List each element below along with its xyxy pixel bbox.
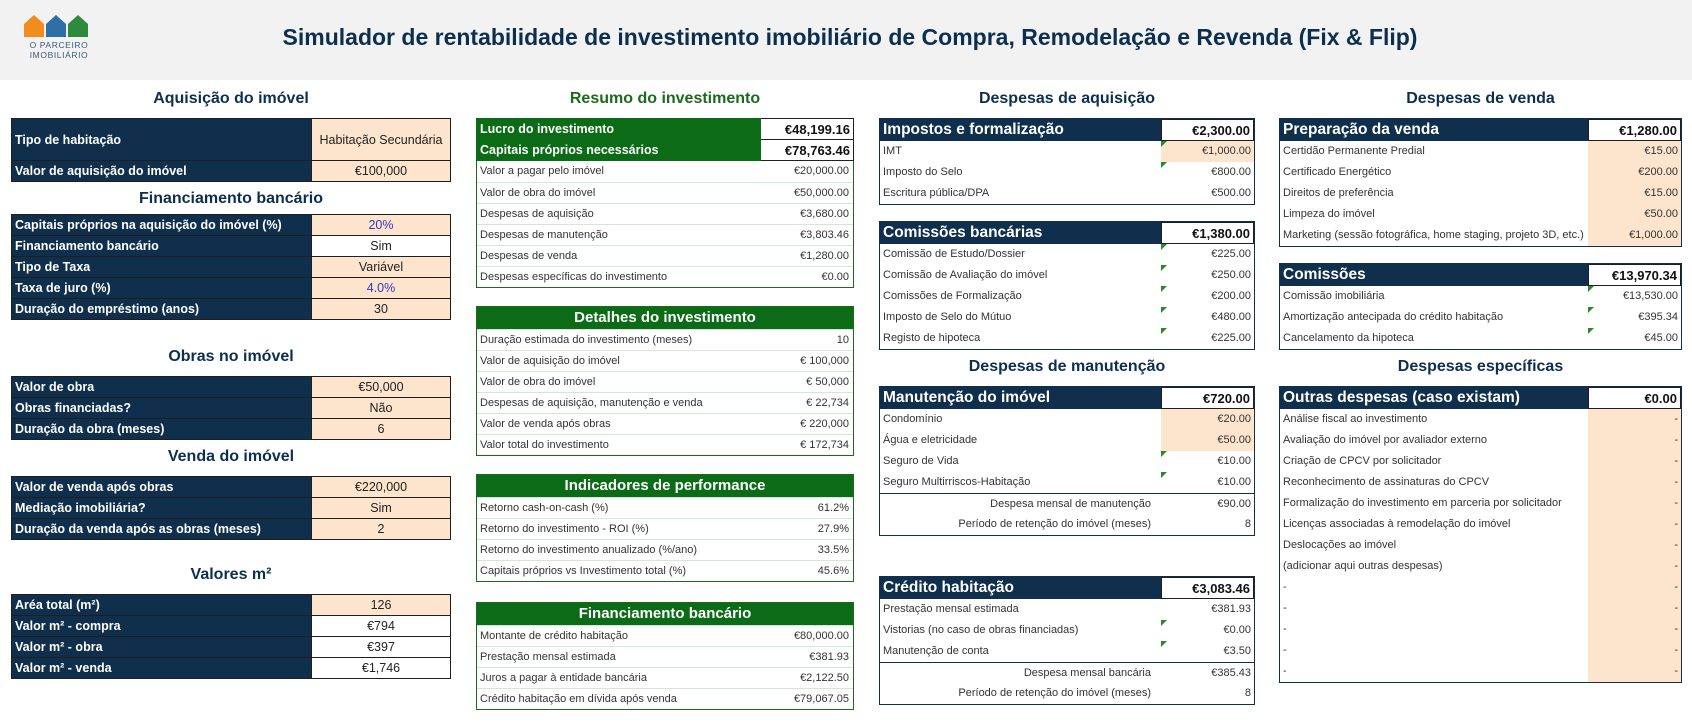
list-item xyxy=(880,514,1254,535)
duracao-emprestimo-label: Duração do empréstimo (anos) xyxy=(12,299,312,320)
row-value: € 100,000 xyxy=(800,355,849,367)
row-value: €250.00 xyxy=(1161,265,1254,286)
page-header xyxy=(0,0,1692,80)
lucro-value: €48,199.16 xyxy=(761,119,854,140)
list-item xyxy=(880,162,1254,183)
list-item xyxy=(1280,514,1681,535)
certificado-input[interactable]: €200.00 xyxy=(1588,162,1681,183)
manutencao-total: €720.00 xyxy=(1161,387,1254,409)
impostos-total: €2,300.00 xyxy=(1161,119,1254,141)
row-label: Comissão de Estudo/Dossier xyxy=(883,248,1025,260)
table-row xyxy=(12,519,451,540)
row-label: Seguro Multirriscos-Habitação xyxy=(883,476,1031,488)
list-item xyxy=(880,265,1254,286)
list-item xyxy=(880,683,1254,704)
row-label: - xyxy=(1283,665,1287,677)
logo-line1: O PARCEIRO xyxy=(29,40,89,50)
list-item xyxy=(477,434,853,455)
marketing-input[interactable]: €1,000.00 xyxy=(1588,225,1681,246)
row-label: - xyxy=(1283,581,1287,593)
list-item xyxy=(1280,535,1681,556)
list-item xyxy=(477,560,853,581)
row-value: Valor de obra do imóvel xyxy=(480,187,596,199)
row-value: €2,122.50 xyxy=(800,672,849,684)
row-value: Despesas de venda xyxy=(480,250,578,262)
credito-title: Crédito habitação xyxy=(880,577,1161,599)
valor-obra-label: Valor de obra xyxy=(12,377,312,398)
manutencao-title: Manutenção do imóvel xyxy=(880,387,1161,409)
list-item xyxy=(477,203,853,224)
credito-total: €3,083.46 xyxy=(1161,577,1254,599)
row-label: Limpeza do imóvel xyxy=(1283,208,1375,220)
valor-m2-venda-value: €1,746 xyxy=(312,658,451,679)
desp-venda-title: Despesas de venda xyxy=(1406,90,1555,107)
row-label: Imposto do Selo xyxy=(883,166,963,178)
box-header xyxy=(880,387,1254,409)
box-header xyxy=(880,119,1254,141)
row-label: Avaliação do imóvel por avaliador externo xyxy=(1283,434,1488,446)
list-item xyxy=(880,641,1254,662)
row-label: Período de retenção do imóvel (meses) xyxy=(958,518,1151,530)
table-row xyxy=(12,377,451,398)
table-row xyxy=(477,119,854,140)
row-value[interactable]: - xyxy=(1588,577,1681,598)
list-item xyxy=(1280,493,1681,514)
tipo-habitacao-select[interactable]: Habitação Secundária xyxy=(312,119,451,161)
list-item xyxy=(1280,661,1681,682)
row-value: 8 xyxy=(1244,518,1251,530)
row-value: € 172,734 xyxy=(800,439,849,451)
row-value: €225.00 xyxy=(1161,244,1254,265)
valores-m2-title: Valores m² xyxy=(190,566,272,583)
comissoes-venda-box xyxy=(1279,263,1682,350)
outras-title: Outras despesas (caso existam) xyxy=(1280,387,1588,409)
row-value: Retorno do investimento anualizado (%/ano) xyxy=(480,544,698,556)
row-label: Período de retenção do imóvel (meses) xyxy=(958,687,1151,699)
list-item xyxy=(477,667,853,688)
list-item xyxy=(477,646,853,667)
preparacao-total: €1,280.00 xyxy=(1588,119,1681,141)
row-value: €90.00 xyxy=(1217,498,1251,510)
list-item xyxy=(880,286,1254,307)
desp-manutencao-title: Despesas de manutenção xyxy=(968,358,1166,375)
tipo-taxa-label: Tipo de Taxa xyxy=(12,257,312,278)
venda-title: Venda do imóvel xyxy=(167,448,295,465)
capitais-proprios-input[interactable]: 20% xyxy=(312,215,451,236)
row-value: Valor de venda após obras xyxy=(480,418,611,430)
row-value: €480.00 xyxy=(1161,307,1254,328)
taxa-juro-input[interactable]: 4.0% xyxy=(312,278,451,299)
row-value: Retorno do investimento - ROI (%) xyxy=(480,523,649,535)
list-item xyxy=(1280,598,1681,619)
valor-m2-venda-label: Valor m² - venda xyxy=(12,658,312,679)
inputs-column xyxy=(11,88,451,679)
row-value: €80,000.00 xyxy=(793,630,849,642)
list-item xyxy=(477,161,853,182)
aquisicao-table xyxy=(11,118,451,182)
list-item xyxy=(477,245,853,266)
row-value: Despesas de manutenção xyxy=(480,229,608,241)
area-total-label: Aréa total (m²) xyxy=(12,595,312,616)
detalhes-title: Detalhes do investimento xyxy=(477,307,853,329)
detalhes-box xyxy=(476,306,854,456)
row-label: (adicionar aqui outras despesas) xyxy=(1283,560,1443,572)
obras-financiadas-label: Obras financiadas? xyxy=(12,398,312,419)
row-label: Amortização antecipada do crédito habitação xyxy=(1283,311,1504,323)
row-value: €500.00 xyxy=(1211,187,1251,199)
row-label: Comissão de Avaliação do imóvel xyxy=(883,269,1048,281)
imt-input[interactable]: €1,000.00 xyxy=(1161,141,1254,162)
valor-venda-input[interactable]: €220,000 xyxy=(312,477,451,498)
impostos-box xyxy=(879,118,1255,205)
table-row xyxy=(12,236,451,257)
row-value: €395.34 xyxy=(1588,307,1681,328)
row-value: Valor de aquisição do imóvel xyxy=(480,355,620,367)
row-label: Deslocações ao imóvel xyxy=(1283,539,1397,551)
row-label: Análise fiscal ao investimento xyxy=(1283,413,1428,425)
row-value: 45.6% xyxy=(817,565,849,577)
outras-total: €0.00 xyxy=(1588,387,1681,409)
list-item xyxy=(1280,640,1681,661)
mediacao-label: Mediação imobiliária? xyxy=(12,498,312,519)
list-item xyxy=(477,224,853,245)
desp-aquisicao-title: Despesas de aquisição xyxy=(978,90,1156,107)
row-value[interactable]: - xyxy=(1588,640,1681,661)
comissoes-bancarias-total: €1,380.00 xyxy=(1161,222,1254,244)
comissoes-venda-total: €13,970.34 xyxy=(1588,264,1681,286)
row-value: €225.00 xyxy=(1161,328,1254,349)
row-label: Formalização do investimento em parceria por solicitador xyxy=(1283,497,1562,509)
row-label: Imposto de Selo do Mútuo xyxy=(883,311,1012,323)
row-value[interactable]: - xyxy=(1588,430,1681,451)
row-label: Prestação mensal estimada xyxy=(883,603,1019,615)
list-item xyxy=(1280,286,1681,307)
outras-box xyxy=(1279,386,1682,683)
desp-especificas-title: Despesas específicas xyxy=(1397,358,1564,375)
list-item xyxy=(477,350,853,371)
row-value[interactable]: - xyxy=(1588,472,1681,493)
list-item xyxy=(477,497,853,518)
valor-aquisicao-label: Valor de aquisição do imóvel xyxy=(12,161,312,182)
comissoes-bancarias-box xyxy=(879,221,1255,350)
box-header xyxy=(1280,387,1681,409)
obras-financiadas-select[interactable]: Não xyxy=(312,398,451,419)
row-value[interactable]: - xyxy=(1588,598,1681,619)
venda-table xyxy=(11,476,451,540)
summary-column xyxy=(476,88,854,710)
row-label: Registo de hipoteca xyxy=(883,332,981,344)
list-item xyxy=(1280,472,1681,493)
row-value: Retorno cash-on-cash (%) xyxy=(480,502,609,514)
row-value: €20,000.00 xyxy=(793,165,849,177)
mediacao-select[interactable]: Sim xyxy=(312,498,451,519)
row-label: Cancelamento da hipoteca xyxy=(1283,332,1414,344)
resumo-title: Resumo do investimento xyxy=(569,90,761,107)
list-item xyxy=(880,430,1254,451)
list-item xyxy=(1280,409,1681,430)
table-row xyxy=(12,299,451,320)
certidao-input[interactable]: €15.00 xyxy=(1588,141,1681,162)
table-row xyxy=(12,257,451,278)
row-value: 8 xyxy=(1244,687,1251,699)
list-item xyxy=(477,182,853,203)
list-item xyxy=(880,141,1254,162)
row-value: €3.50 xyxy=(1161,641,1254,662)
aquisicao-title: Aquisição do imóvel xyxy=(153,90,309,107)
table-row xyxy=(12,278,451,299)
table-row xyxy=(12,477,451,498)
row-value: € 22,734 xyxy=(806,397,849,409)
duracao-venda-label: Duração da venda após as obras (meses) xyxy=(12,519,312,540)
row-label: Direitos de preferência xyxy=(1283,187,1394,199)
list-item xyxy=(880,472,1254,493)
row-value: €0.00 xyxy=(821,271,849,283)
valor-m2-compra-value: €794 xyxy=(312,616,451,637)
table-row xyxy=(12,595,451,616)
acquisition-maintenance-column xyxy=(879,88,1255,705)
page-title: Simulador de rentabilidade de investimento imobiliário de Compra, Remodelação e Revenda (Fix & Flip) xyxy=(282,24,1418,50)
row-value: 27.9% xyxy=(817,523,849,535)
row-label: - xyxy=(1283,602,1287,614)
list-item xyxy=(1280,183,1681,204)
list-item xyxy=(880,244,1254,265)
row-label: Licenças associadas à remodelação do imóvel xyxy=(1283,518,1511,530)
capitais-necessarios-value: €78,763.46 xyxy=(761,140,854,161)
list-item xyxy=(880,599,1254,620)
list-item xyxy=(880,493,1254,514)
fin-bancario-title: Financiamento bancário xyxy=(477,603,853,625)
row-label: Vistorias (no caso de obras financiadas) xyxy=(883,624,1079,636)
list-item xyxy=(880,307,1254,328)
area-total-input[interactable]: 126 xyxy=(312,595,451,616)
row-label: Criação de CPCV por solicitador xyxy=(1283,455,1442,467)
resumo-box xyxy=(476,161,854,288)
row-value: Prestação mensal estimada xyxy=(480,651,616,663)
row-value: Crédito habitação em dívida após venda xyxy=(480,693,677,705)
list-item xyxy=(880,328,1254,349)
list-item xyxy=(880,409,1254,430)
table-row xyxy=(12,398,451,419)
row-label: Despesa mensal de manutenção xyxy=(990,498,1151,510)
financiamento-title: Financiamento bancário xyxy=(138,190,324,207)
list-item xyxy=(477,518,853,539)
row-value[interactable]: - xyxy=(1588,409,1681,430)
row-label: Reconhecimento de assinaturas do CPCV xyxy=(1283,476,1490,488)
list-item xyxy=(477,688,853,709)
list-item xyxy=(1280,307,1681,328)
financiamento-table xyxy=(11,214,451,320)
row-label: Certidão Permanente Predial xyxy=(1283,145,1425,157)
preparacao-title: Preparação da venda xyxy=(1280,119,1588,141)
row-value[interactable]: - xyxy=(1588,451,1681,472)
row-label: Comissões de Formalização xyxy=(883,290,1022,302)
row-value: Despesas de aquisição xyxy=(480,208,594,220)
row-value: Capitais próprios vs Investimento total (%) xyxy=(480,565,687,577)
table-row xyxy=(12,161,451,182)
row-value: €10.00 xyxy=(1161,451,1254,472)
tipo-habitacao-label: Tipo de habitação xyxy=(12,119,312,161)
list-item xyxy=(1280,141,1681,162)
list-item xyxy=(1280,577,1681,598)
row-value[interactable]: - xyxy=(1588,535,1681,556)
tipo-taxa-select[interactable]: Variável xyxy=(312,257,451,278)
row-value: €381.93 xyxy=(809,651,849,663)
row-label: Escritura pública/DPA xyxy=(883,187,990,199)
impostos-title: Impostos e formalização xyxy=(880,119,1161,141)
table-row xyxy=(12,616,451,637)
valor-m2-compra-label: Valor m² - compra xyxy=(12,616,312,637)
row-label: Água e eletricidade xyxy=(883,434,978,446)
row-label: Condomínio xyxy=(883,413,943,425)
valor-venda-label: Valor de venda após obras xyxy=(12,477,312,498)
taxa-juro-label: Taxa de juro (%) xyxy=(12,278,312,299)
duracao-emprestimo-input[interactable]: 30 xyxy=(312,299,451,320)
row-value: Valor de obra do imóvel xyxy=(480,376,596,388)
list-item xyxy=(880,620,1254,641)
row-value[interactable]: - xyxy=(1588,661,1681,682)
table-row xyxy=(477,140,854,161)
table-row xyxy=(12,119,451,161)
resumo-top-table xyxy=(476,118,854,161)
row-value: €800.00 xyxy=(1161,162,1254,183)
limpeza-input[interactable]: €50.00 xyxy=(1588,204,1681,225)
row-value: €0.00 xyxy=(1161,620,1254,641)
condominio-input[interactable]: €20.00 xyxy=(1161,409,1254,430)
capitais-proprios-label: Capitais próprios na aquisição do imóvel (%) xyxy=(12,215,312,236)
box-header xyxy=(880,577,1254,599)
row-value: €79,067.05 xyxy=(793,693,849,705)
table-row xyxy=(12,215,451,236)
row-value: €385.43 xyxy=(1211,667,1251,679)
list-item xyxy=(880,662,1254,683)
list-item xyxy=(477,329,853,350)
valor-m2-obra-label: Valor m² - obra xyxy=(12,637,312,658)
row-label: Marketing (sessão fotográfica, home staging, projeto 3D, etc.) xyxy=(1283,229,1584,241)
row-label: Manutenção de conta xyxy=(883,645,989,657)
list-item xyxy=(1280,556,1681,577)
duracao-venda-input[interactable]: 2 xyxy=(312,519,451,540)
list-item xyxy=(1280,328,1681,349)
row-value: Duração estimada do investimento (meses) xyxy=(480,334,693,346)
company-logo xyxy=(24,14,104,64)
row-label: Comissão imobiliária xyxy=(1283,290,1385,302)
row-value: 61.2% xyxy=(817,502,849,514)
row-value[interactable]: - xyxy=(1588,619,1681,640)
capitais-necessarios-label: Capitais próprios necessários xyxy=(477,140,761,161)
row-value[interactable]: - xyxy=(1588,514,1681,535)
list-item xyxy=(477,413,853,434)
houses-icon xyxy=(24,14,94,38)
row-value: Montante de crédito habitação xyxy=(480,630,628,642)
row-value: €200.00 xyxy=(1161,286,1254,307)
row-value: Despesas de aquisição, manutenção e venda xyxy=(480,397,703,409)
row-value: Despesas específicas do investimento xyxy=(480,271,668,283)
direitos-input[interactable]: €15.00 xyxy=(1588,183,1681,204)
valores-m2-table xyxy=(11,594,451,679)
list-item xyxy=(1280,225,1681,246)
box-header xyxy=(880,222,1254,244)
row-label: - xyxy=(1283,644,1287,656)
row-value: 33.5% xyxy=(817,544,849,556)
fin-bancario-box xyxy=(476,602,854,710)
financiamento-label: Financiamento bancário xyxy=(12,236,312,257)
credito-box xyxy=(879,576,1255,705)
list-item xyxy=(1280,619,1681,640)
indicadores-title: Indicadores de performance xyxy=(477,475,853,497)
agua-input[interactable]: €50.00 xyxy=(1161,430,1254,451)
sale-specific-column xyxy=(1279,88,1682,683)
row-value: €10.00 xyxy=(1161,472,1254,493)
row-value: €45.00 xyxy=(1588,328,1681,349)
table-row xyxy=(12,637,451,658)
list-item xyxy=(880,451,1254,472)
lucro-label: Lucro do investimento xyxy=(477,119,761,140)
valor-m2-obra-value: €397 xyxy=(312,637,451,658)
list-item xyxy=(1280,204,1681,225)
list-item xyxy=(880,183,1254,204)
duracao-obra-input[interactable]: 6 xyxy=(312,419,451,440)
valor-obra-input[interactable]: €50,000 xyxy=(312,377,451,398)
list-item xyxy=(477,625,853,646)
row-label: - xyxy=(1283,623,1287,635)
table-row xyxy=(12,419,451,440)
row-value: €381.93 xyxy=(1211,603,1251,615)
list-item xyxy=(477,266,853,287)
comissoes-venda-title: Comissões xyxy=(1280,264,1588,286)
row-value: €13,530.00 xyxy=(1588,286,1681,307)
row-value: € 220,000 xyxy=(800,418,849,430)
list-item xyxy=(1280,162,1681,183)
row-value: Valor a pagar pelo imóvel xyxy=(480,165,604,177)
valor-aquisicao-input[interactable]: €100,000 xyxy=(312,161,451,182)
row-value: € 50,000 xyxy=(806,376,849,388)
duracao-obra-label: Duração da obra (meses) xyxy=(12,419,312,440)
row-label: Seguro de Vida xyxy=(883,455,959,467)
manutencao-box xyxy=(879,386,1255,536)
row-value: €50,000.00 xyxy=(793,187,849,199)
row-label: Certificado Energético xyxy=(1283,166,1392,178)
row-value[interactable]: - xyxy=(1588,493,1681,514)
row-label: Despesa mensal bancária xyxy=(1023,667,1151,679)
row-value: Valor total do investimento xyxy=(480,439,609,451)
table-row xyxy=(12,658,451,679)
financiamento-select[interactable]: Sim xyxy=(312,236,451,257)
list-item xyxy=(1280,451,1681,472)
logo-line2: IMOBILIÁRIO xyxy=(29,50,89,60)
list-item xyxy=(1280,430,1681,451)
box-header xyxy=(1280,119,1681,141)
row-value: €1,280.00 xyxy=(800,250,849,262)
list-item xyxy=(477,371,853,392)
list-item xyxy=(477,392,853,413)
obras-table xyxy=(11,376,451,440)
row-value[interactable]: - xyxy=(1588,556,1681,577)
obras-title: Obras no imóvel xyxy=(168,348,294,365)
box-header xyxy=(1280,264,1681,286)
list-item xyxy=(477,539,853,560)
row-value: €3,680.00 xyxy=(800,208,849,220)
indicadores-box xyxy=(476,474,854,582)
preparacao-box xyxy=(1279,118,1682,247)
row-label: IMT xyxy=(883,145,902,157)
row-value: Juros a pagar à entidade bancária xyxy=(480,672,647,684)
table-row xyxy=(12,498,451,519)
row-value: 10 xyxy=(836,334,849,346)
row-value: €3,803.46 xyxy=(800,229,849,241)
comissoes-bancarias-title: Comissões bancárias xyxy=(880,222,1161,244)
